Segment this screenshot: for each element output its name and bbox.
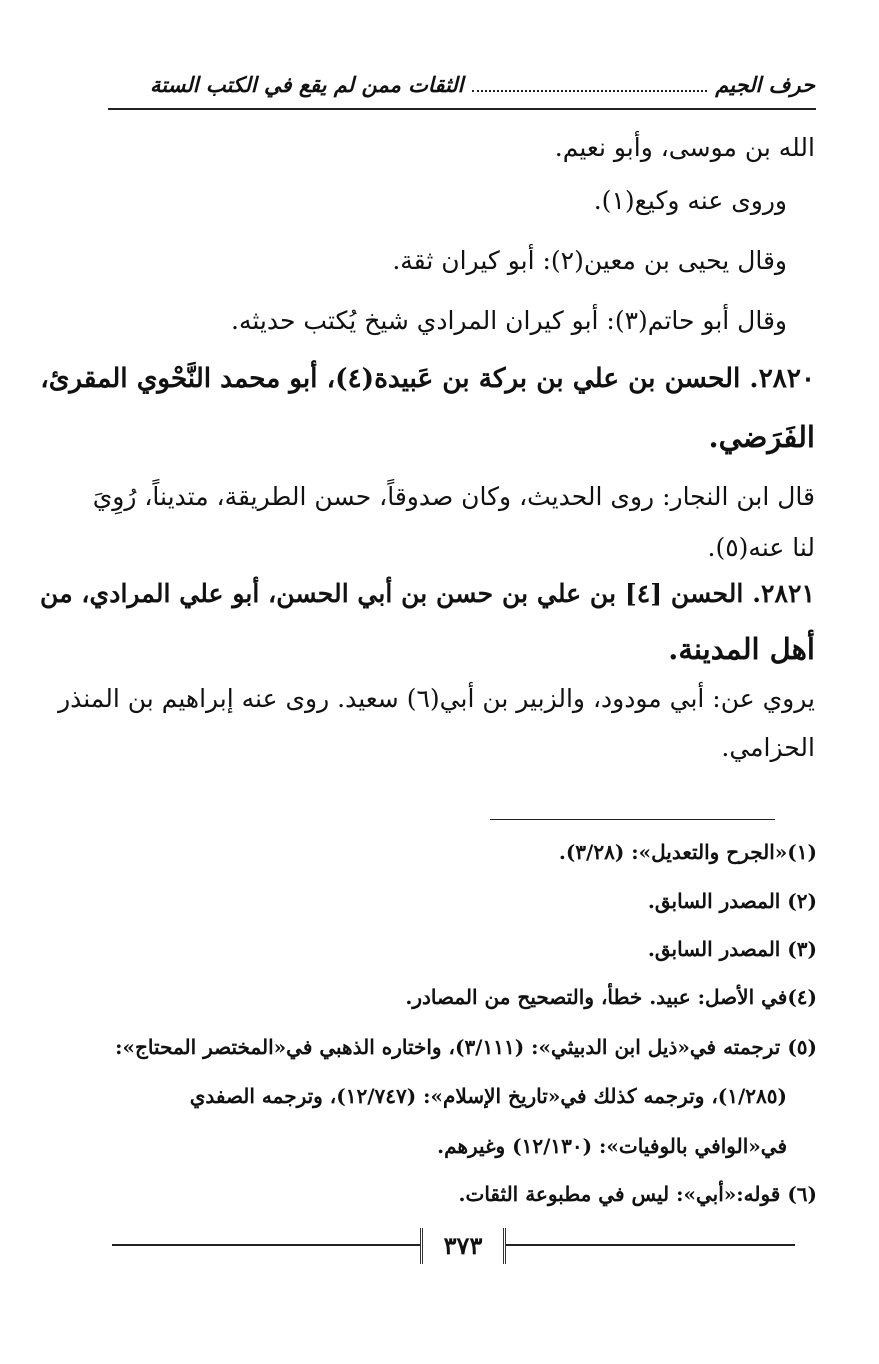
footnote-2: (٢) المصدر السابق. bbox=[647, 889, 817, 913]
body-line: وقال أبو حاتم(٣): أبو كيران المرادي شيخ يُكتب حديثه. bbox=[231, 306, 787, 335]
footnote-6: (٦) قوله:«أبي»: ليس في مطبوعة الثقات. bbox=[458, 1182, 817, 1206]
entry-title: الحسن بن علي بن بركة بن عَبيدة(٤)، أبو محمد النَّحْوي المقرئ، bbox=[40, 363, 741, 394]
bottom-rule-right bbox=[500, 1244, 795, 1246]
body-line: قال ابن النجار: روى الحديث، وكان صدوقاً، حسن الطريقة، متديناً، رُوِيَ bbox=[92, 482, 815, 511]
body-line: يروي عن: أبي مودود، والزبير بن أبي(٦) سعيد. روى عنه إبراهيم بن المنذر bbox=[58, 684, 815, 713]
body-line: وروى عنه وكيع(١). bbox=[593, 186, 787, 215]
footnote-4: (٤)في الأصل: عبيد. خطأ، والتصحيح من المصادر. bbox=[405, 985, 817, 1009]
footnote-5-continued: في«الوافي بالوفيات»: (١٢/١٣٠) وغيرهم. bbox=[437, 1134, 787, 1158]
page-number: ٣٧٣ bbox=[420, 1228, 506, 1264]
footnote-rule bbox=[490, 819, 775, 820]
body-line: الحزامي. bbox=[721, 733, 815, 762]
entry-title-continued: أهل المدينة. bbox=[668, 632, 815, 666]
body-line: لنا عنه(٥). bbox=[707, 533, 815, 562]
running-header bbox=[150, 64, 815, 104]
entry-title: الحسن [٤] بن علي بن حسن بن أبي الحسن، أبو علي المرادي، من bbox=[40, 578, 744, 608]
entry-number: ٢٨٢٠. bbox=[749, 363, 815, 394]
entry-title-continued: الفَرَضي. bbox=[708, 420, 815, 454]
footnote-1: (١)«الجرح والتعديل»: (٣/٢٨). bbox=[558, 840, 817, 864]
header-rule bbox=[108, 108, 816, 110]
body-line: الله بن موسى، وأبو نعيم. bbox=[554, 133, 815, 162]
footnote-3: (٣) المصدر السابق. bbox=[647, 937, 817, 961]
header-chapter: حرف الجيم bbox=[715, 71, 815, 97]
entry-number: ٢٨٢١. bbox=[752, 578, 815, 608]
header-book-title: الثقات ممن لم يقع في الكتب الستة bbox=[150, 71, 464, 97]
body-line: وقال يحيى بن معين(٢): أبو كيران ثقة. bbox=[392, 246, 787, 275]
footnote-5: (٥) ترجمته في«ذيل ابن الدبيثي»: (٣/١١١)، واختاره الذهبي في«المختصر المحتاج»: bbox=[115, 1035, 817, 1059]
header-dot-leader bbox=[472, 76, 708, 92]
bottom-rule-left bbox=[112, 1244, 420, 1246]
entry-2821-heading bbox=[40, 578, 815, 608]
entry-2820-heading bbox=[40, 363, 815, 394]
footnote-5-continued: (١/٢٨٥)، وترجمه كذلك في«تاريخ الإسلام»: (١٢/٧٤٧)، وترجمه الصفدي bbox=[189, 1084, 787, 1108]
